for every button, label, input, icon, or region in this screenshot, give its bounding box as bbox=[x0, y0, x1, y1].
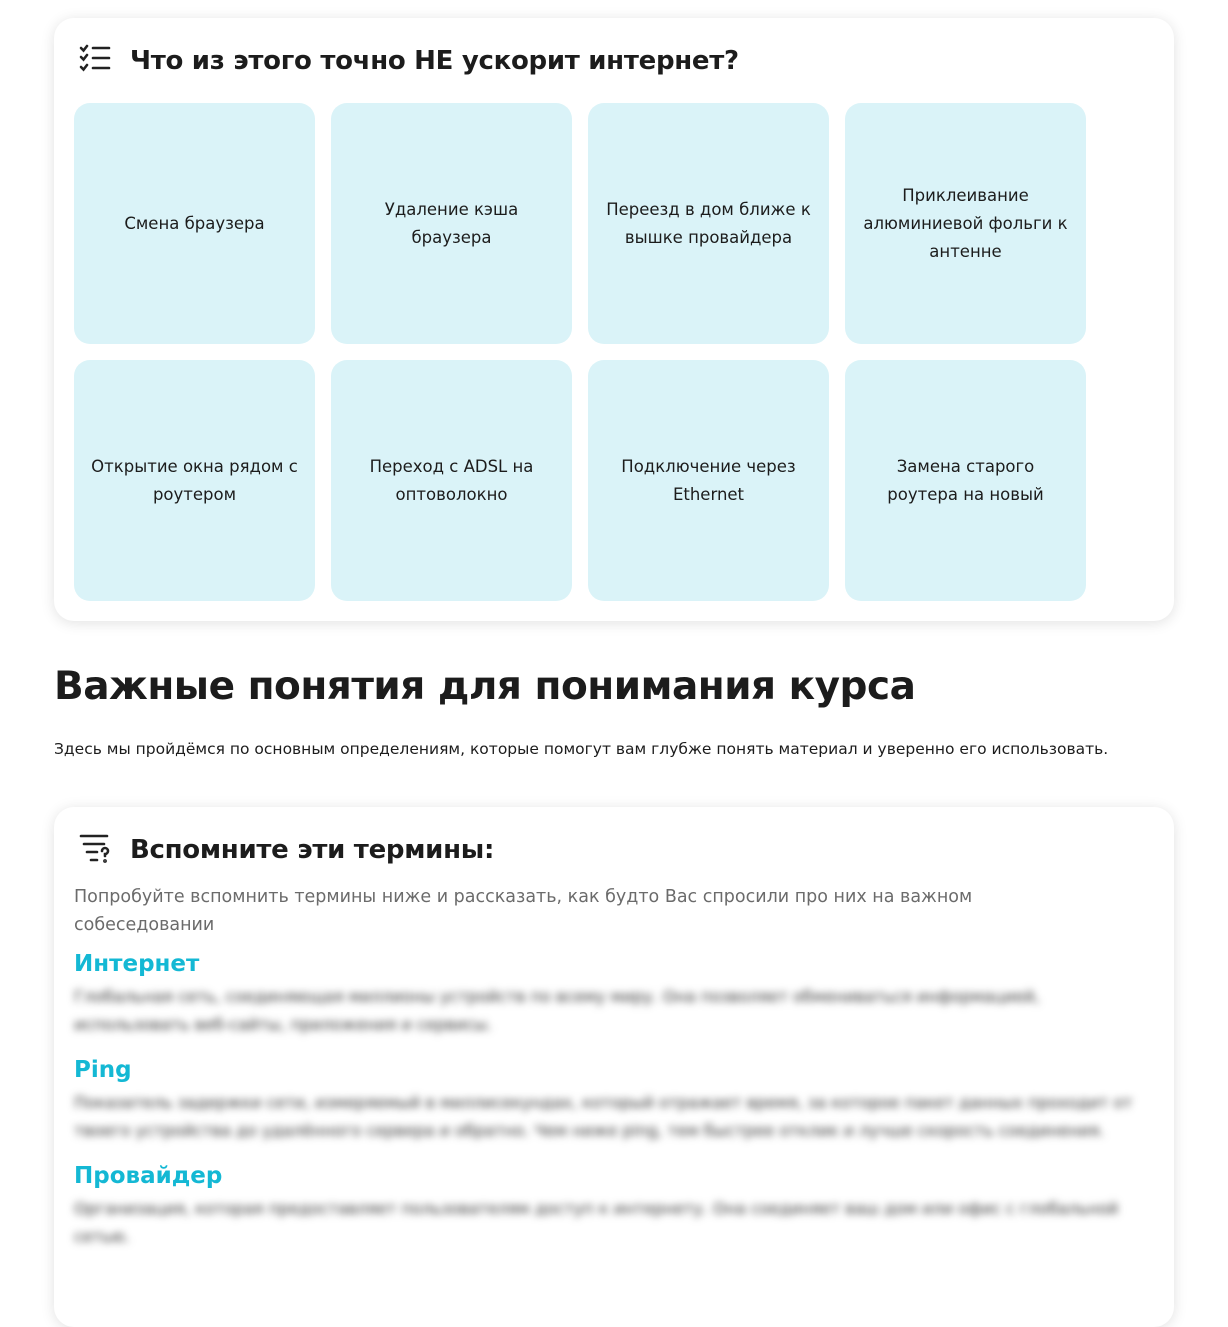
quiz-option[interactable]: Замена старого роутера на новый bbox=[845, 360, 1086, 601]
quiz-option[interactable]: Приклеивание алюминиевой фольги к антенне bbox=[845, 103, 1086, 344]
section-intro: Здесь мы пройдёмся по основным определениям, которые помогут вам глубже понять материал и уверенно его использовать. bbox=[54, 740, 1109, 758]
quiz-option[interactable]: Открытие окна рядом с роутером bbox=[74, 360, 315, 601]
quiz-option[interactable]: Переезд в дом ближе к вышке провайдера bbox=[588, 103, 829, 344]
term-name: Ping bbox=[74, 1057, 132, 1083]
quiz-header bbox=[78, 42, 739, 80]
terms-title: Вспомните эти термины: bbox=[130, 835, 495, 865]
quiz-option[interactable]: Переход с ADSL на оптоволокно bbox=[331, 360, 572, 601]
term-name: Провайдер bbox=[74, 1163, 223, 1189]
terms-header bbox=[78, 831, 494, 869]
quiz-option[interactable]: Удаление кэша браузера bbox=[331, 103, 572, 344]
term-definition-hidden[interactable]: Организация, которая предоставляет пользователям доступ к интернету. Она соединяет ваш дом или офис с глобальной сетью. bbox=[74, 1199, 1119, 1246]
term-item bbox=[74, 951, 1154, 1039]
filter-question-icon bbox=[78, 831, 112, 869]
term-name: Интернет bbox=[74, 951, 200, 977]
quiz-options bbox=[74, 103, 1086, 601]
quiz-option[interactable]: Смена браузера bbox=[74, 103, 315, 344]
quiz-option[interactable]: Подключение через Ethernet bbox=[588, 360, 829, 601]
term-item bbox=[74, 1163, 1154, 1251]
checklist-icon bbox=[78, 42, 112, 80]
terms-list bbox=[74, 951, 1154, 1269]
term-item bbox=[74, 1057, 1154, 1145]
section-title: Важные понятия для понимания курса bbox=[54, 664, 916, 709]
term-definition-hidden[interactable]: Показатель задержки сети, измеряемый в миллисекундах, который отражает время, за которое пакет данных проходит от твоего устройства до удалённого сервера и обратно. Чем ниже ping, тем быстрее отклик и лучше скорость соединения. bbox=[74, 1093, 1133, 1140]
terms-subtitle: Попробуйте вспомнить термины ниже и рассказать, как будто Вас спросили про них на важном собеседовании bbox=[74, 887, 973, 935]
term-definition-hidden[interactable]: Глобальная сеть, соединяющая миллионы устройств по всему миру. Она позволяет обмениваться информацией, использовать веб-сайты, приложения и сервисы. bbox=[74, 987, 1040, 1034]
terms-card bbox=[54, 807, 1174, 1327]
quiz-title: Что из этого точно НЕ ускорит интернет? bbox=[130, 46, 739, 76]
quiz-card bbox=[54, 18, 1174, 621]
